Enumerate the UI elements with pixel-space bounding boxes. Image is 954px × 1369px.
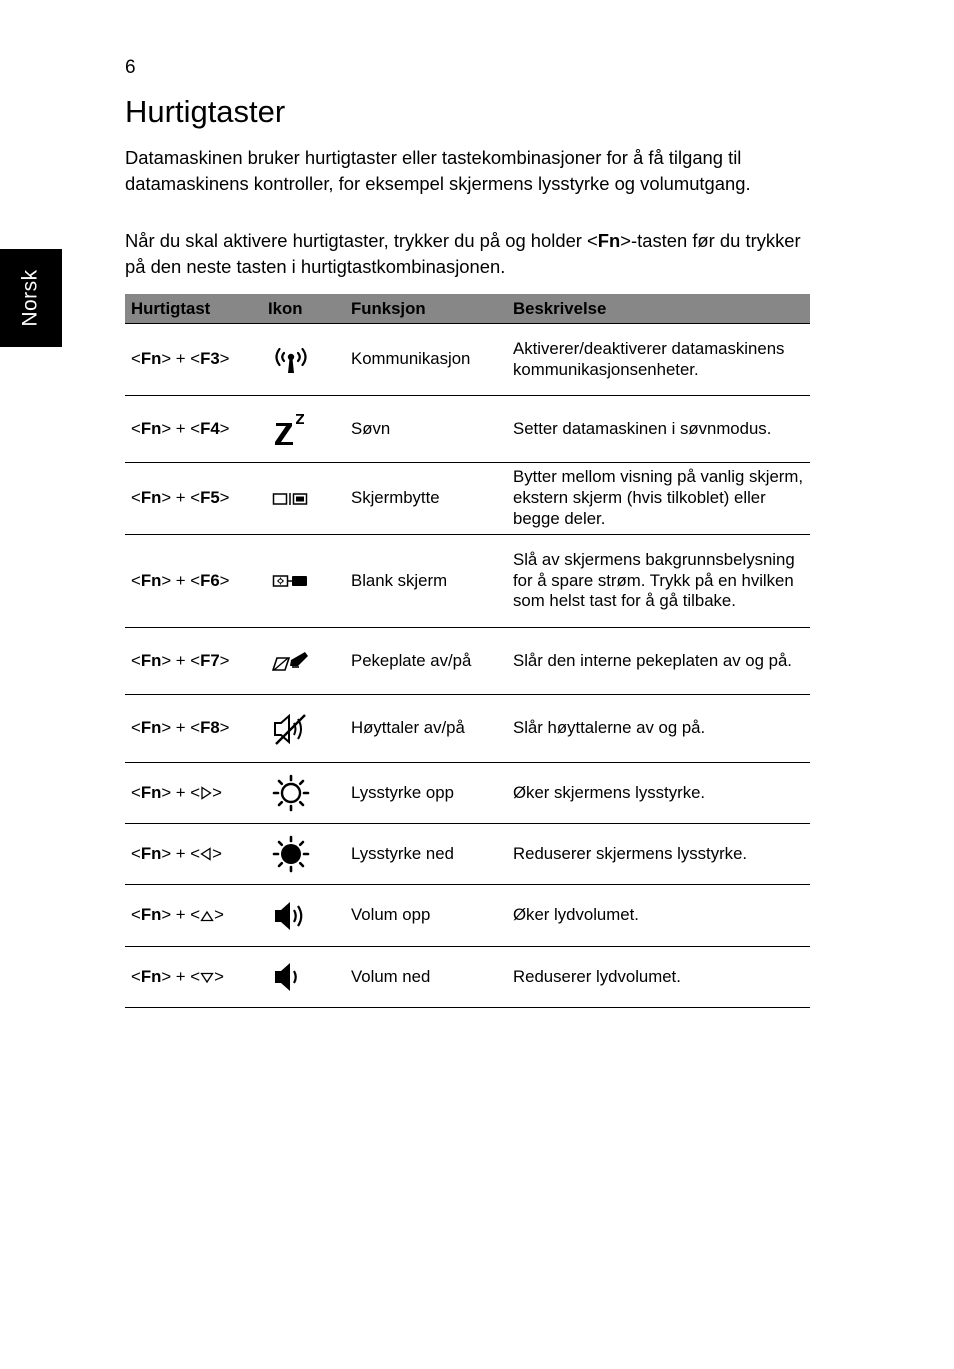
function-cell: Høyttaler av/på xyxy=(345,695,507,763)
intro-paragraph: Datamaskinen bruker hurtigtaster eller tastekombinasjoner for å få tilgang til datamaskinens kontroller, for eksempel skjermens lysstyrke og volumutgang. xyxy=(125,147,751,194)
description-cell: Setter datamaskinen i søvnmodus. xyxy=(507,396,810,463)
table-row xyxy=(125,695,810,763)
touchpad-toggle-icon xyxy=(272,649,310,673)
language-tab-label: Norsk xyxy=(19,269,42,327)
page-title: Hurtigtaster xyxy=(125,94,286,129)
hotkey-cell: <Fn> + <F6> xyxy=(125,535,262,628)
function-cell: Skjermbytte xyxy=(345,463,507,535)
function-cell: Pekeplate av/på xyxy=(345,628,507,695)
icon-cell xyxy=(262,885,345,947)
hotkey-cell: <Fn> + < > xyxy=(125,947,262,1008)
description-cell: Slår den interne pekeplaten av og på. xyxy=(507,628,810,695)
instruction-text-after: >-tasten før du trykker på den neste tasten i hurtigtastkombinasjonen. xyxy=(125,230,801,277)
header-icon: Ikon xyxy=(262,294,345,324)
description-cell: Slå av skjermens bakgrunnsbelysning for å spare strøm. Trykk på en hvilken som helst tast for å gå tilbake. xyxy=(507,535,810,628)
blank-screen-icon xyxy=(272,573,310,589)
table-header-row xyxy=(125,294,810,324)
left-arrow-icon xyxy=(200,847,212,861)
icon-cell xyxy=(262,947,345,1008)
icon-cell xyxy=(262,463,345,535)
instruction-fn-key: Fn xyxy=(597,230,621,251)
hotkey-cell: <Fn> + <F7> xyxy=(125,628,262,695)
function-cell: Blank skjerm xyxy=(345,535,507,628)
function-cell: Lysstyrke ned xyxy=(345,824,507,885)
function-cell: Volum opp xyxy=(345,885,507,947)
down-arrow-icon xyxy=(200,972,214,984)
volume-down-icon xyxy=(272,960,310,994)
function-cell: Søvn xyxy=(345,396,507,463)
function-cell: Kommunikasjon xyxy=(345,324,507,396)
icon-cell xyxy=(262,824,345,885)
brightness-up-icon xyxy=(272,774,310,812)
sleep-icon xyxy=(272,411,310,447)
table-row xyxy=(125,324,810,396)
icon-cell xyxy=(262,628,345,695)
table-row xyxy=(125,947,810,1008)
description-cell: Øker lydvolumet. xyxy=(507,885,810,947)
hotkey-cell: <Fn> + < > xyxy=(125,824,262,885)
icon-cell xyxy=(262,763,345,824)
table-row xyxy=(125,535,810,628)
function-cell: Lysstyrke opp xyxy=(345,763,507,824)
speaker-mute-icon xyxy=(272,712,310,746)
table-row xyxy=(125,824,810,885)
instruction-text-before: Når du skal aktivere hurtigtaster, trykker du på og holder < xyxy=(125,230,598,251)
hotkey-cell: <Fn> + <F8> xyxy=(125,695,262,763)
instruction-paragraph xyxy=(125,228,815,279)
hotkey-cell: <Fn> + <F3> xyxy=(125,324,262,396)
table-row xyxy=(125,885,810,947)
description-cell: Reduserer lydvolumet. xyxy=(507,947,810,1008)
description-cell: Reduserer skjermens lysstyrke. xyxy=(507,824,810,885)
function-cell: Volum ned xyxy=(345,947,507,1008)
header-hotkey: Hurtigtast xyxy=(125,294,262,324)
header-function: Funksjon xyxy=(345,294,507,324)
table-row xyxy=(125,628,810,695)
hotkey-table xyxy=(125,294,810,1008)
description-cell: Aktiverer/deaktiverer datamaskinens kommunikasjonsenheter. xyxy=(507,324,810,396)
table-row xyxy=(125,463,810,535)
description-cell: Slår høyttalerne av og på. xyxy=(507,695,810,763)
description-cell: Øker skjermens lysstyrke. xyxy=(507,763,810,824)
header-description: Beskrivelse xyxy=(507,294,810,324)
icon-cell xyxy=(262,535,345,628)
display-toggle-icon xyxy=(272,491,310,507)
language-tab xyxy=(0,249,62,347)
hotkey-cell: <Fn> + <F5> xyxy=(125,463,262,535)
hotkey-cell: <Fn> + <F4> xyxy=(125,396,262,463)
brightness-down-icon xyxy=(272,835,310,873)
table-row xyxy=(125,763,810,824)
description-cell: Bytter mellom visning på vanlig skjerm, ekstern skjerm (hvis tilkoblet) eller begge deler. xyxy=(507,463,810,535)
icon-cell xyxy=(262,324,345,396)
hotkey-cell: <Fn> + < > xyxy=(125,885,262,947)
table-row xyxy=(125,396,810,463)
page-number: 6 xyxy=(125,57,136,78)
volume-up-icon xyxy=(272,899,310,933)
right-arrow-icon xyxy=(200,786,212,800)
wireless-icon xyxy=(272,345,310,375)
icon-cell xyxy=(262,396,345,463)
hotkey-cell: <Fn> + < > xyxy=(125,763,262,824)
icon-cell xyxy=(262,695,345,763)
up-arrow-icon xyxy=(200,910,214,922)
